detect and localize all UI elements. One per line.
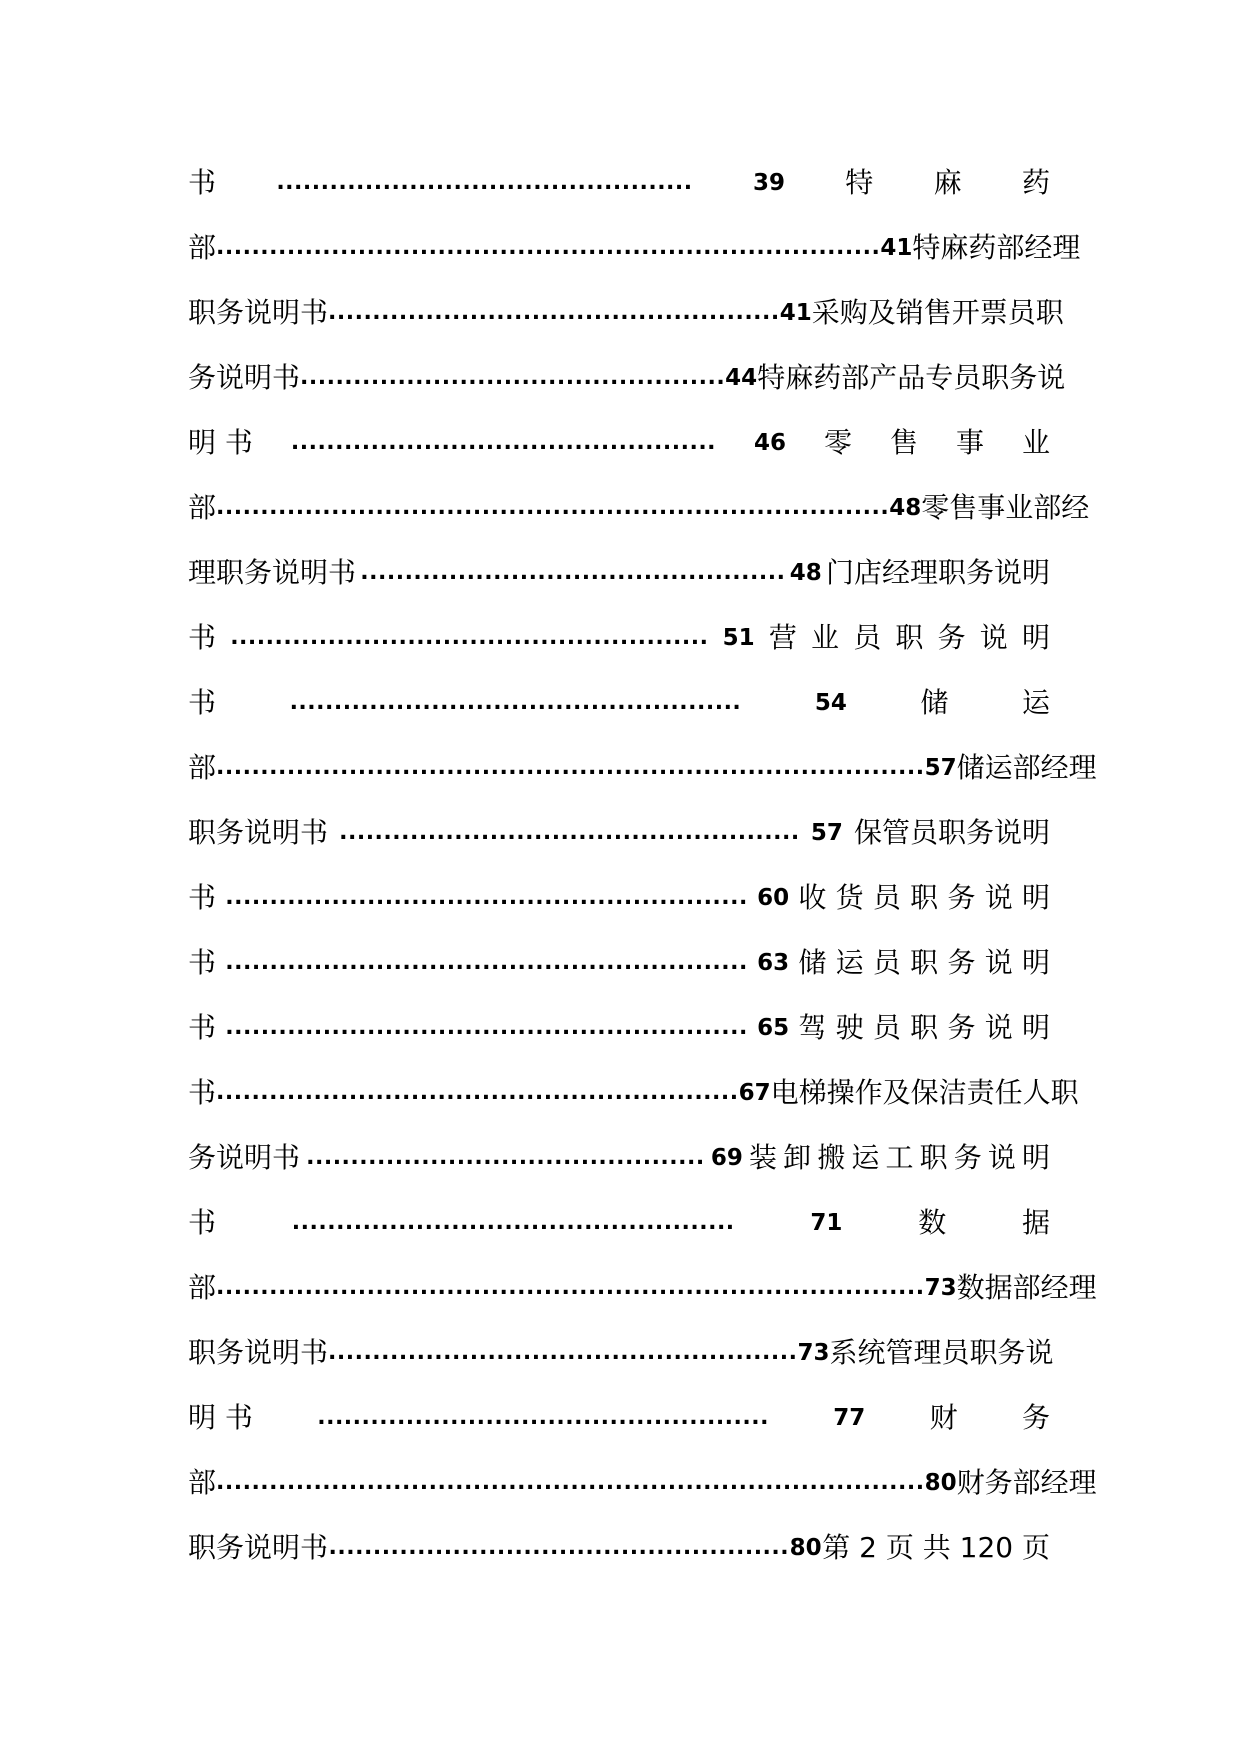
toc-entry-title-head: 职 <box>910 945 939 979</box>
toc-line <box>188 280 1064 345</box>
toc-line <box>188 1515 1050 1580</box>
toc-page-number: 73 <box>797 1339 830 1366</box>
table-of-contents <box>188 150 1097 1580</box>
toc-entry-title-head: 药 <box>1021 165 1050 199</box>
toc-entry-title-head: 说 <box>984 1010 1013 1044</box>
toc-entry-title-head: 数 <box>918 1205 947 1239</box>
toc-leader-dots: .................................................... <box>339 819 800 845</box>
toc-entry-title-head: 储运部经理 <box>956 750 1097 784</box>
toc-entry-title-tail: 务说明书 <box>188 360 301 394</box>
toc-page-number: 80 <box>924 1469 957 1496</box>
toc-entry-title-head: 储 <box>920 685 949 719</box>
toc-page-number: 39 <box>752 169 785 196</box>
toc-entry-title-head: 员 <box>872 1010 901 1044</box>
toc-leader-dots: ........................................................... <box>225 1014 748 1040</box>
toc-entry-title-head: 特麻药部经理 <box>912 230 1081 264</box>
toc-page-number: 73 <box>924 1274 957 1301</box>
toc-entry-title-head: 卸 <box>783 1140 812 1174</box>
toc-entry-title-head: 事 <box>955 425 984 459</box>
toc-entry-title-head: 员 <box>853 620 882 654</box>
toc-entry-title-head: 职 <box>910 880 939 914</box>
toc-leader-dots: ..................................................... <box>328 1339 798 1365</box>
toc-entry-title-head: 售 <box>889 425 918 459</box>
toc-leader-dots: ............................................................................ <box>216 494 890 520</box>
toc-line <box>188 670 1050 735</box>
toc-page-number: 57 <box>924 754 957 781</box>
toc-entry-title-tail: 部 <box>188 750 217 784</box>
toc-line <box>188 345 1066 410</box>
toc-line <box>188 1255 1097 1320</box>
toc-leader-dots: ...................................................... <box>230 624 709 650</box>
toc-entry-title-head: 务 <box>947 880 976 914</box>
toc-entry-title-tail: 职务说明书 <box>188 1530 329 1564</box>
toc-entry-title-head: 装 <box>748 1140 777 1174</box>
toc-entry-title-head: 零 <box>823 425 852 459</box>
toc-entry-title-head: 特麻药部产品专员职务说 <box>757 360 1066 394</box>
toc-entry-title-head: 系统管理员职务说 <box>829 1335 1054 1369</box>
toc-line <box>188 800 1050 865</box>
toc-entry-title-tail: 职务说明书 <box>188 1335 329 1369</box>
toc-entry-title-head: 务 <box>953 1140 982 1174</box>
toc-entry-title-head: 数据部经理 <box>956 1270 1097 1304</box>
toc-entry-title-tail: 明 书 <box>188 425 253 459</box>
toc-entry-title-head: 运 <box>851 1140 880 1174</box>
toc-leader-dots: .................................................. <box>291 1209 735 1235</box>
toc-entry-title-head: 说 <box>979 620 1008 654</box>
toc-page-number: 77 <box>833 1404 866 1431</box>
toc-entry-title-head: 务 <box>947 945 976 979</box>
toc-leader-dots: .................................................... <box>328 1534 790 1560</box>
toc-entry-title-tail: 部 <box>188 1270 217 1304</box>
toc-line <box>188 1385 1050 1450</box>
toc-entry-title-head: 业 <box>1021 425 1050 459</box>
toc-leader-dots: ........................................................................... <box>216 234 881 260</box>
toc-leader-dots: ................................................ <box>290 429 717 455</box>
toc-page-number: 51 <box>722 624 755 651</box>
toc-leader-dots: ................................................... <box>289 689 742 715</box>
toc-entry-title-head: 职 <box>895 620 924 654</box>
toc-page-number: 48 <box>789 559 822 586</box>
toc-leader-dots: ............................................. <box>306 1144 705 1170</box>
toc-page-number: 60 <box>757 884 790 911</box>
toc-page-number: 44 <box>725 364 758 391</box>
toc-line <box>188 410 1050 475</box>
toc-entry-title-head: 员 <box>872 880 901 914</box>
toc-leader-dots: ................................................... <box>317 1404 769 1430</box>
toc-page-number: 80 <box>789 1534 822 1561</box>
toc-entry-title-head: 明 <box>1021 1140 1050 1174</box>
toc-entry-title-head: 业 <box>811 620 840 654</box>
toc-line <box>188 930 1050 995</box>
toc-entry-title-tail: 务说明书 <box>188 1140 301 1174</box>
toc-leader-dots: ................................................................................ <box>216 754 925 780</box>
toc-entry-title-head: 搬 <box>817 1140 846 1174</box>
toc-line <box>188 995 1050 1060</box>
toc-entry-title-head: 零售事业部经 <box>921 490 1090 524</box>
toc-entry-title-tail: 部 <box>188 490 217 524</box>
toc-entry-title-head: 明 <box>1021 945 1050 979</box>
toc-entry-title-tail: 部 <box>188 1465 217 1499</box>
toc-line <box>188 865 1050 930</box>
toc-entry-title-head: 驾 <box>798 1010 827 1044</box>
toc-line <box>188 735 1097 800</box>
toc-entry-title-head: 说 <box>984 880 1013 914</box>
toc-entry-title-head: 明 <box>1021 1010 1050 1044</box>
toc-entry-title-tail: 理职务说明书 <box>188 555 357 589</box>
toc-entry-title-head: 据 <box>1021 1205 1050 1239</box>
toc-page-number: 69 <box>710 1144 743 1171</box>
toc-line <box>188 605 1050 670</box>
toc-line <box>188 1190 1050 1255</box>
toc-leader-dots: ........................................................... <box>225 884 748 910</box>
toc-entry-title-head: 电梯操作及保洁责任人职 <box>770 1075 1079 1109</box>
toc-entry-title-head: 务 <box>1021 1400 1050 1434</box>
toc-page-number: 63 <box>757 949 790 976</box>
toc-entry-title-head: 职 <box>919 1140 948 1174</box>
toc-page-number: 65 <box>757 1014 790 1041</box>
toc-entry-title-head: 务 <box>937 620 966 654</box>
toc-line <box>188 1125 1050 1190</box>
toc-entry-title-tail: 书 <box>188 1010 217 1044</box>
toc-entry-title-head: 驶 <box>835 1010 864 1044</box>
toc-entry-title-head: 特 <box>845 165 874 199</box>
toc-line <box>188 150 1050 215</box>
toc-entry-title-tail: 职务说明书 <box>188 815 329 849</box>
toc-page-number: 41 <box>779 299 812 326</box>
toc-leader-dots: ................................................... <box>328 299 780 325</box>
toc-line <box>188 1320 1054 1385</box>
toc-entry-title-tail: 书 <box>188 165 217 199</box>
toc-entry-title-head: 职 <box>910 1010 939 1044</box>
toc-line <box>188 1450 1097 1515</box>
toc-entry-title-head: 明 <box>1021 880 1050 914</box>
toc-page-number: 54 <box>814 689 847 716</box>
toc-entry-title-tail: 职务说明书 <box>188 295 329 329</box>
toc-entry-title-head: 员 <box>872 945 901 979</box>
toc-leader-dots: ................................................................................ <box>216 1274 925 1300</box>
toc-entry-title-head: 说 <box>987 1140 1016 1174</box>
toc-line <box>188 1060 1079 1125</box>
toc-leader-dots: ................................................ <box>360 559 786 585</box>
toc-page-number: 71 <box>810 1209 843 1236</box>
toc-entry-title-head: 运 <box>835 945 864 979</box>
toc-line <box>188 475 1090 540</box>
toc-entry-title-tail: 书 <box>188 880 217 914</box>
toc-entry-title-head: 明 <box>1021 620 1050 654</box>
toc-leader-dots: ........................................................... <box>225 949 748 975</box>
toc-page-number: 46 <box>754 429 787 456</box>
toc-leader-dots: ................................................................................ <box>216 1469 925 1495</box>
toc-leader-dots: ........................................................... <box>216 1079 739 1105</box>
toc-entry-title-tail: 书 <box>188 1075 217 1109</box>
toc-entry-title-head: 工 <box>885 1140 914 1174</box>
toc-entry-title-tail: 书 <box>188 620 217 654</box>
toc-entry-title-head: 务 <box>947 1010 976 1044</box>
toc-page-number: 57 <box>810 819 843 846</box>
toc-line <box>188 215 1081 280</box>
toc-entry-title-head: 第 2 页 共 120 页 <box>822 1530 1050 1564</box>
toc-entry-title-tail: 部 <box>188 230 217 264</box>
toc-page-number: 48 <box>889 494 922 521</box>
toc-line <box>188 540 1050 605</box>
toc-entry-title-head: 运 <box>1021 685 1050 719</box>
toc-leader-dots: ............................................... <box>276 169 693 195</box>
toc-entry-title-head: 说 <box>984 945 1013 979</box>
toc-entry-title-tail: 书 <box>188 685 217 719</box>
toc-entry-title-head: 财务部经理 <box>956 1465 1097 1499</box>
toc-entry-title-tail: 明 书 <box>188 1400 253 1434</box>
toc-page-number: 41 <box>880 234 913 261</box>
toc-entry-title-tail: 书 <box>188 945 217 979</box>
toc-entry-title-head: 收 <box>798 880 827 914</box>
toc-entry-title-head: 门店经理职务说明 <box>825 555 1050 589</box>
toc-entry-title-head: 营 <box>768 620 797 654</box>
toc-entry-title-head: 麻 <box>933 165 962 199</box>
toc-entry-title-tail: 书 <box>188 1205 217 1239</box>
toc-entry-title-head: 货 <box>835 880 864 914</box>
toc-entry-title-head: 财 <box>929 1400 958 1434</box>
toc-entry-title-head: 保管员职务说明 <box>853 815 1050 849</box>
toc-leader-dots: ................................................ <box>300 364 726 390</box>
toc-page-number: 67 <box>738 1079 771 1106</box>
toc-entry-title-head: 储 <box>798 945 827 979</box>
toc-entry-title-head: 采购及销售开票员职 <box>811 295 1064 329</box>
